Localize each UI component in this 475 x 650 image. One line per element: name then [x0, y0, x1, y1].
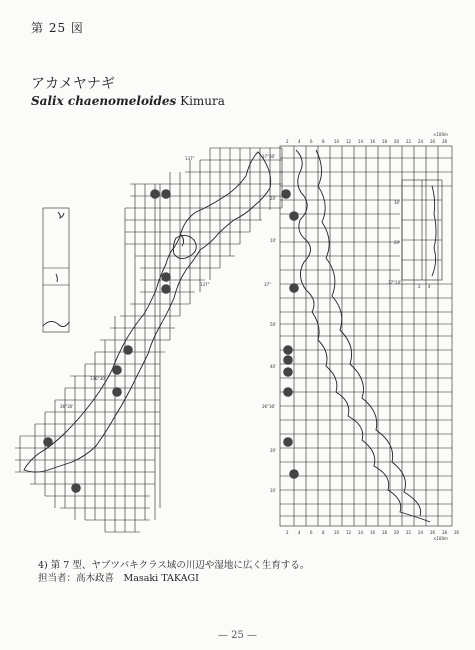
lat-label: 40'	[270, 364, 277, 369]
figure-label: 第 25 図	[31, 21, 84, 35]
scale-tick-label: 28	[442, 530, 448, 535]
altitude-grid-panel	[262, 132, 460, 541]
scale-tick-label: 18	[382, 139, 388, 144]
japanese-species-name: アカメヤナギ	[31, 76, 115, 92]
lat-label: 10'	[270, 238, 277, 243]
record-dot	[283, 345, 293, 355]
scale-tick-label: 24	[418, 139, 424, 144]
record-dot	[289, 283, 299, 293]
scale-tick-label: 4	[298, 139, 301, 144]
species-author: Kimura	[180, 94, 225, 108]
record-dot	[112, 387, 122, 397]
scale-tick-label: 14	[358, 139, 364, 144]
scale-tick-label: 24	[418, 530, 424, 535]
lat-label: 20'	[270, 448, 277, 453]
scale-tick-label: 22	[406, 530, 412, 535]
scale-tick-label: 16	[370, 139, 376, 144]
scale-tick-label: 6	[310, 530, 313, 535]
scale-tick-label: 12	[346, 139, 352, 144]
record-dot	[283, 355, 293, 365]
record-dot	[150, 189, 160, 199]
inset-label: 20'	[394, 240, 401, 245]
scale-tick-label: 14	[358, 530, 364, 535]
footnote: 4) 第 7 型、ヤブツバキクラス域の川辺や湿地に広く生育する。	[38, 560, 310, 571]
top-scale-unit: ×100m	[433, 132, 448, 137]
record-dot	[289, 469, 299, 479]
inset-scale-tick: 2	[418, 284, 421, 289]
bottom-scale-unit: ×100m	[433, 536, 448, 541]
scale-tick-label: 20	[394, 139, 400, 144]
scale-tick-label: 2	[286, 139, 289, 144]
lon-label: 36°30'	[60, 404, 74, 409]
main-grid-map	[15, 148, 282, 532]
record-dot	[112, 365, 122, 375]
scale-tick-label: 8	[322, 530, 325, 535]
lon-label: 137°	[185, 156, 195, 161]
scale-tick-label: 2	[286, 530, 289, 535]
scale-tick-label: 22	[406, 139, 412, 144]
scale-tick-label: 8	[322, 139, 325, 144]
lon-label: 136°30'	[90, 376, 106, 381]
scale-tick-label: 4	[298, 530, 301, 535]
scale-tick-label: 10	[334, 139, 340, 144]
page-number: — 25 —	[217, 630, 258, 641]
scale-tick-label: 16	[370, 530, 376, 535]
lat-label: 20'	[270, 196, 277, 201]
record-dot	[283, 387, 293, 397]
scale-tick-label: 6	[310, 139, 313, 144]
lon-label: 137°	[200, 282, 210, 287]
record-dot	[283, 437, 293, 447]
record-dot	[161, 284, 171, 294]
inset-label: 37°10'	[388, 280, 402, 285]
lat-label: 50'	[270, 322, 277, 327]
inset-map-left	[43, 208, 69, 332]
lat-label: 10'	[270, 488, 277, 493]
scale-tick-label: 26	[430, 139, 436, 144]
scale-tick-label: 20	[394, 530, 400, 535]
record-dot	[43, 437, 53, 447]
scientific-name: Salix chaenomeloides	[31, 94, 177, 108]
inset-scale-tick: 4	[428, 284, 431, 289]
scale-tick-label: 18	[382, 530, 388, 535]
record-dot	[283, 367, 293, 377]
bottom-scale-ticks	[286, 530, 460, 535]
scale-tick-label: 30	[454, 530, 460, 535]
record-dot	[289, 211, 299, 221]
lat-label: 36°30'	[262, 404, 276, 409]
scale-tick-label: 12	[346, 530, 352, 535]
record-dot	[71, 483, 81, 493]
lat-label: 37°	[264, 282, 272, 287]
record-dot	[123, 345, 133, 355]
scale-tick-label: 10	[334, 530, 340, 535]
scale-tick-label: 28	[442, 139, 448, 144]
author-line: 担当者：高木政喜 Masaki TAKAGI	[38, 573, 199, 584]
inset-label: 30'	[394, 200, 401, 205]
lat-label: 37°30'	[262, 154, 276, 159]
record-dot	[281, 189, 291, 199]
record-dot	[161, 189, 171, 199]
top-scale-ticks	[286, 139, 448, 144]
scale-tick-label: 26	[430, 530, 436, 535]
record-dot	[161, 272, 171, 282]
